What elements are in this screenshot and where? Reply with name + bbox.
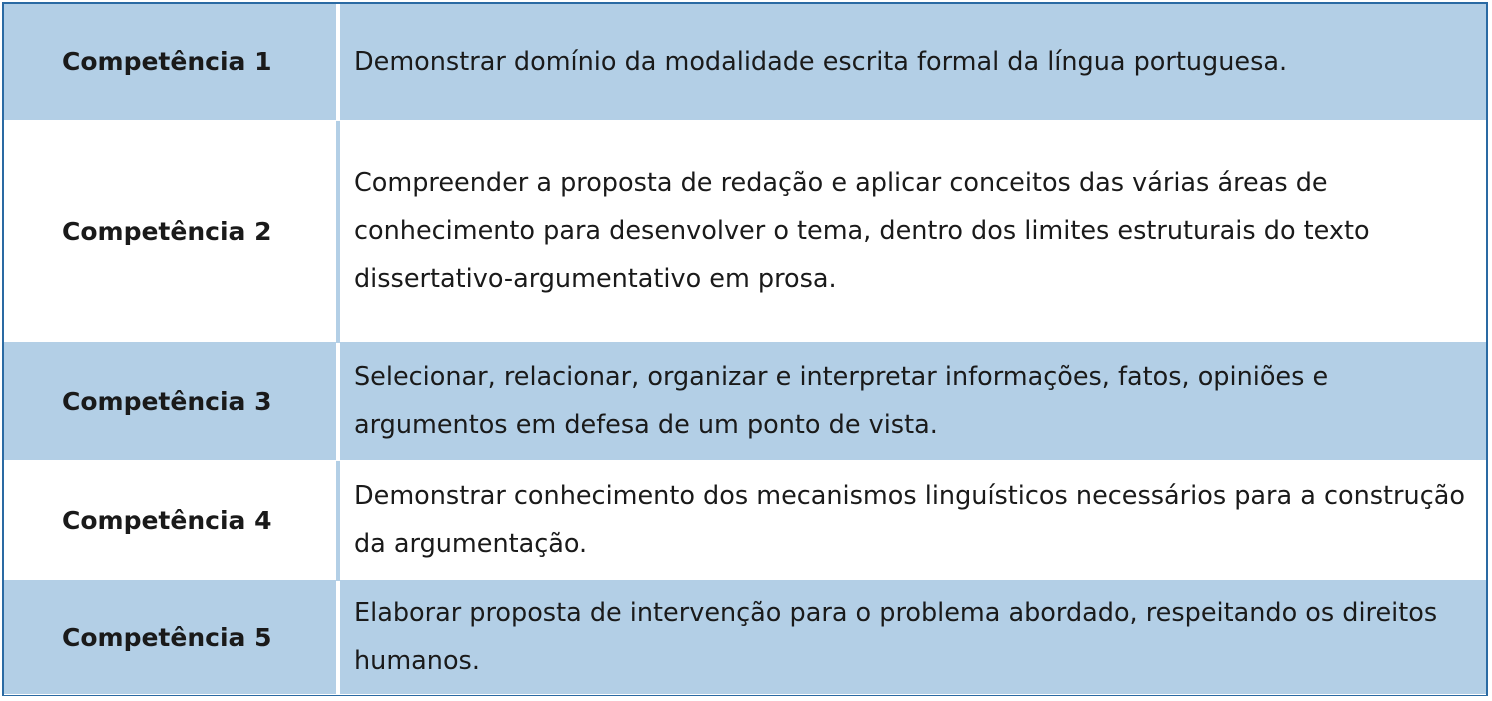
table-row [4,120,1486,342]
competencia-label: Competência 2 [4,120,338,342]
competencia-label: Competência 5 [4,580,338,694]
competencia-description: Demonstrar conhecimento dos mecanismos linguísticos necessários para a construção da argumentação. [338,460,1486,580]
competencias-table [2,2,1488,696]
competencia-description: Demonstrar domínio da modalidade escrita formal da língua portuguesa. [338,4,1486,120]
competencia-description: Elaborar proposta de intervenção para o problema abordado, respeitando os direitos humanos. [338,580,1486,694]
competencia-label: Competência 1 [4,4,338,120]
competencia-description: Selecionar, relacionar, organizar e interpretar informações, fatos, opiniões e argumentos em defesa de um ponto de vista. [338,342,1486,460]
competencia-label: Competência 3 [4,342,338,460]
table-row [4,4,1486,120]
table-row [4,460,1486,580]
competencias-grid [4,4,1486,695]
competencia-description: Compreender a proposta de redação e aplicar conceitos das várias áreas de conhecimento para desenvolver o tema, dentro dos limites estruturais do texto dissertativo-argumentativo em prosa. [338,120,1486,342]
table-row [4,580,1486,694]
table-row [4,342,1486,460]
competencia-label: Competência 4 [4,460,338,580]
